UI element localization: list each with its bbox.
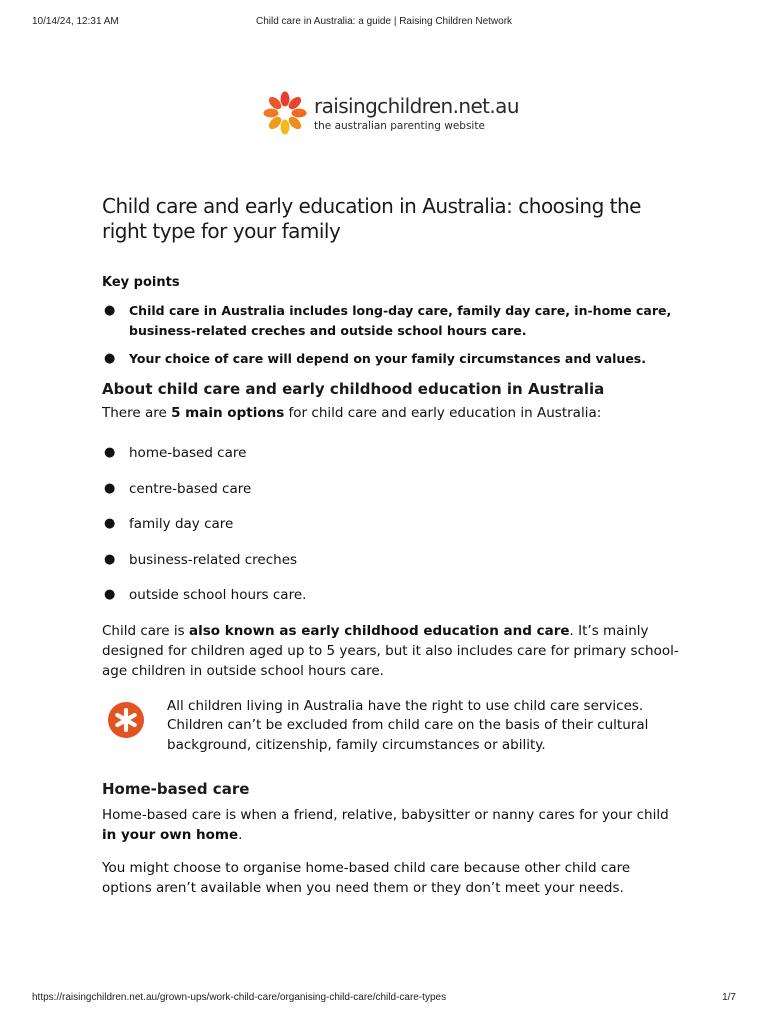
home-based-text: Home-based care is when a friend, relative, babysitter or nanny cares for your child: [102, 807, 669, 823]
options-intro: [102, 403, 682, 423]
home-based-para-2: You might choose to organise home-based child care because other child care options aren’t available when you need them or they don’t meet your needs.: [102, 860, 631, 896]
bullet-icon: ●: [104, 516, 116, 531]
print-datetime: 10/14/24, 12:31 AM: [32, 16, 119, 27]
childcare-text: . It’s mainly designed for children aged up to 5 years, but it also includes care for primary school-age children in outside school hours care.: [102, 622, 679, 679]
option-text: centre-based care: [129, 480, 252, 497]
bullet-icon: ●: [104, 351, 116, 366]
bullet-icon: ●: [104, 480, 116, 496]
key-points-list: [102, 301, 682, 369]
article-content: [102, 194, 682, 898]
option-text: home-based care: [129, 445, 247, 461]
key-point-item: [102, 349, 682, 369]
print-url: https://raisingchildren.net.au/grown-ups/work-child-care/organising-child-care/child-care-types: [32, 992, 447, 1003]
key-point-text: Your choice of care will depend on your family circumstances and values.: [129, 351, 646, 366]
childcare-definition: [102, 621, 682, 681]
bullet-icon: ●: [104, 303, 116, 318]
bullet-icon: ●: [104, 587, 116, 602]
key-point-item: [102, 301, 682, 341]
bullet-icon: ●: [104, 445, 116, 460]
option-item: [102, 479, 682, 499]
about-heading: About child care and early childhood education in Australia: [102, 380, 605, 398]
page-title: Child care and early education in Australia: choosing the right type for your family: [102, 194, 641, 243]
print-footer: [0, 992, 768, 1006]
logo-tagline: the australian parenting website: [314, 120, 485, 132]
asterisk-icon: [107, 701, 145, 739]
home-based-heading: Home-based care: [102, 780, 250, 798]
options-list: [102, 443, 682, 605]
option-item: [102, 585, 682, 605]
home-based-bold: in your own home: [102, 827, 239, 843]
childcare-text: Child care is: [102, 622, 189, 639]
options-intro-text: for child care and early education in Australia:: [284, 405, 602, 421]
key-point-text: Child care in Australia includes long-day care, family day care, in-home care, business-related creches and outside school hours care.: [129, 303, 672, 338]
print-page-number: 1/7: [722, 992, 736, 1003]
bullet-icon: ●: [104, 551, 116, 567]
option-text: family day care: [129, 516, 234, 532]
home-based-text: .: [238, 827, 243, 843]
print-page-title: Child care in Australia: a guide | Raising Children Network: [255, 16, 513, 27]
option-item: [102, 443, 682, 463]
print-header: [0, 16, 768, 30]
callout-text: All children living in Australia have the right to use child care services. Children can’t be excluded from child care on the basis of their cultural background, citizenship, family circumstances or ability.: [167, 697, 649, 753]
option-item: [102, 550, 682, 570]
options-intro-text: There are: [102, 405, 172, 421]
childcare-bold: also known as early childhood education and care: [188, 622, 570, 639]
logo-name: raisingchildren.net.au: [314, 94, 519, 118]
logo-flower-icon: [262, 90, 308, 136]
option-text: outside school hours care.: [129, 587, 307, 603]
site-logo[interactable]: [262, 90, 522, 138]
option-text: business-related creches: [129, 551, 298, 568]
options-intro-bold: 5 main options: [171, 405, 285, 421]
option-item: [102, 514, 682, 534]
key-points-heading: Key points: [102, 275, 180, 290]
home-based-para: [102, 805, 682, 845]
rights-callout: [102, 697, 682, 756]
